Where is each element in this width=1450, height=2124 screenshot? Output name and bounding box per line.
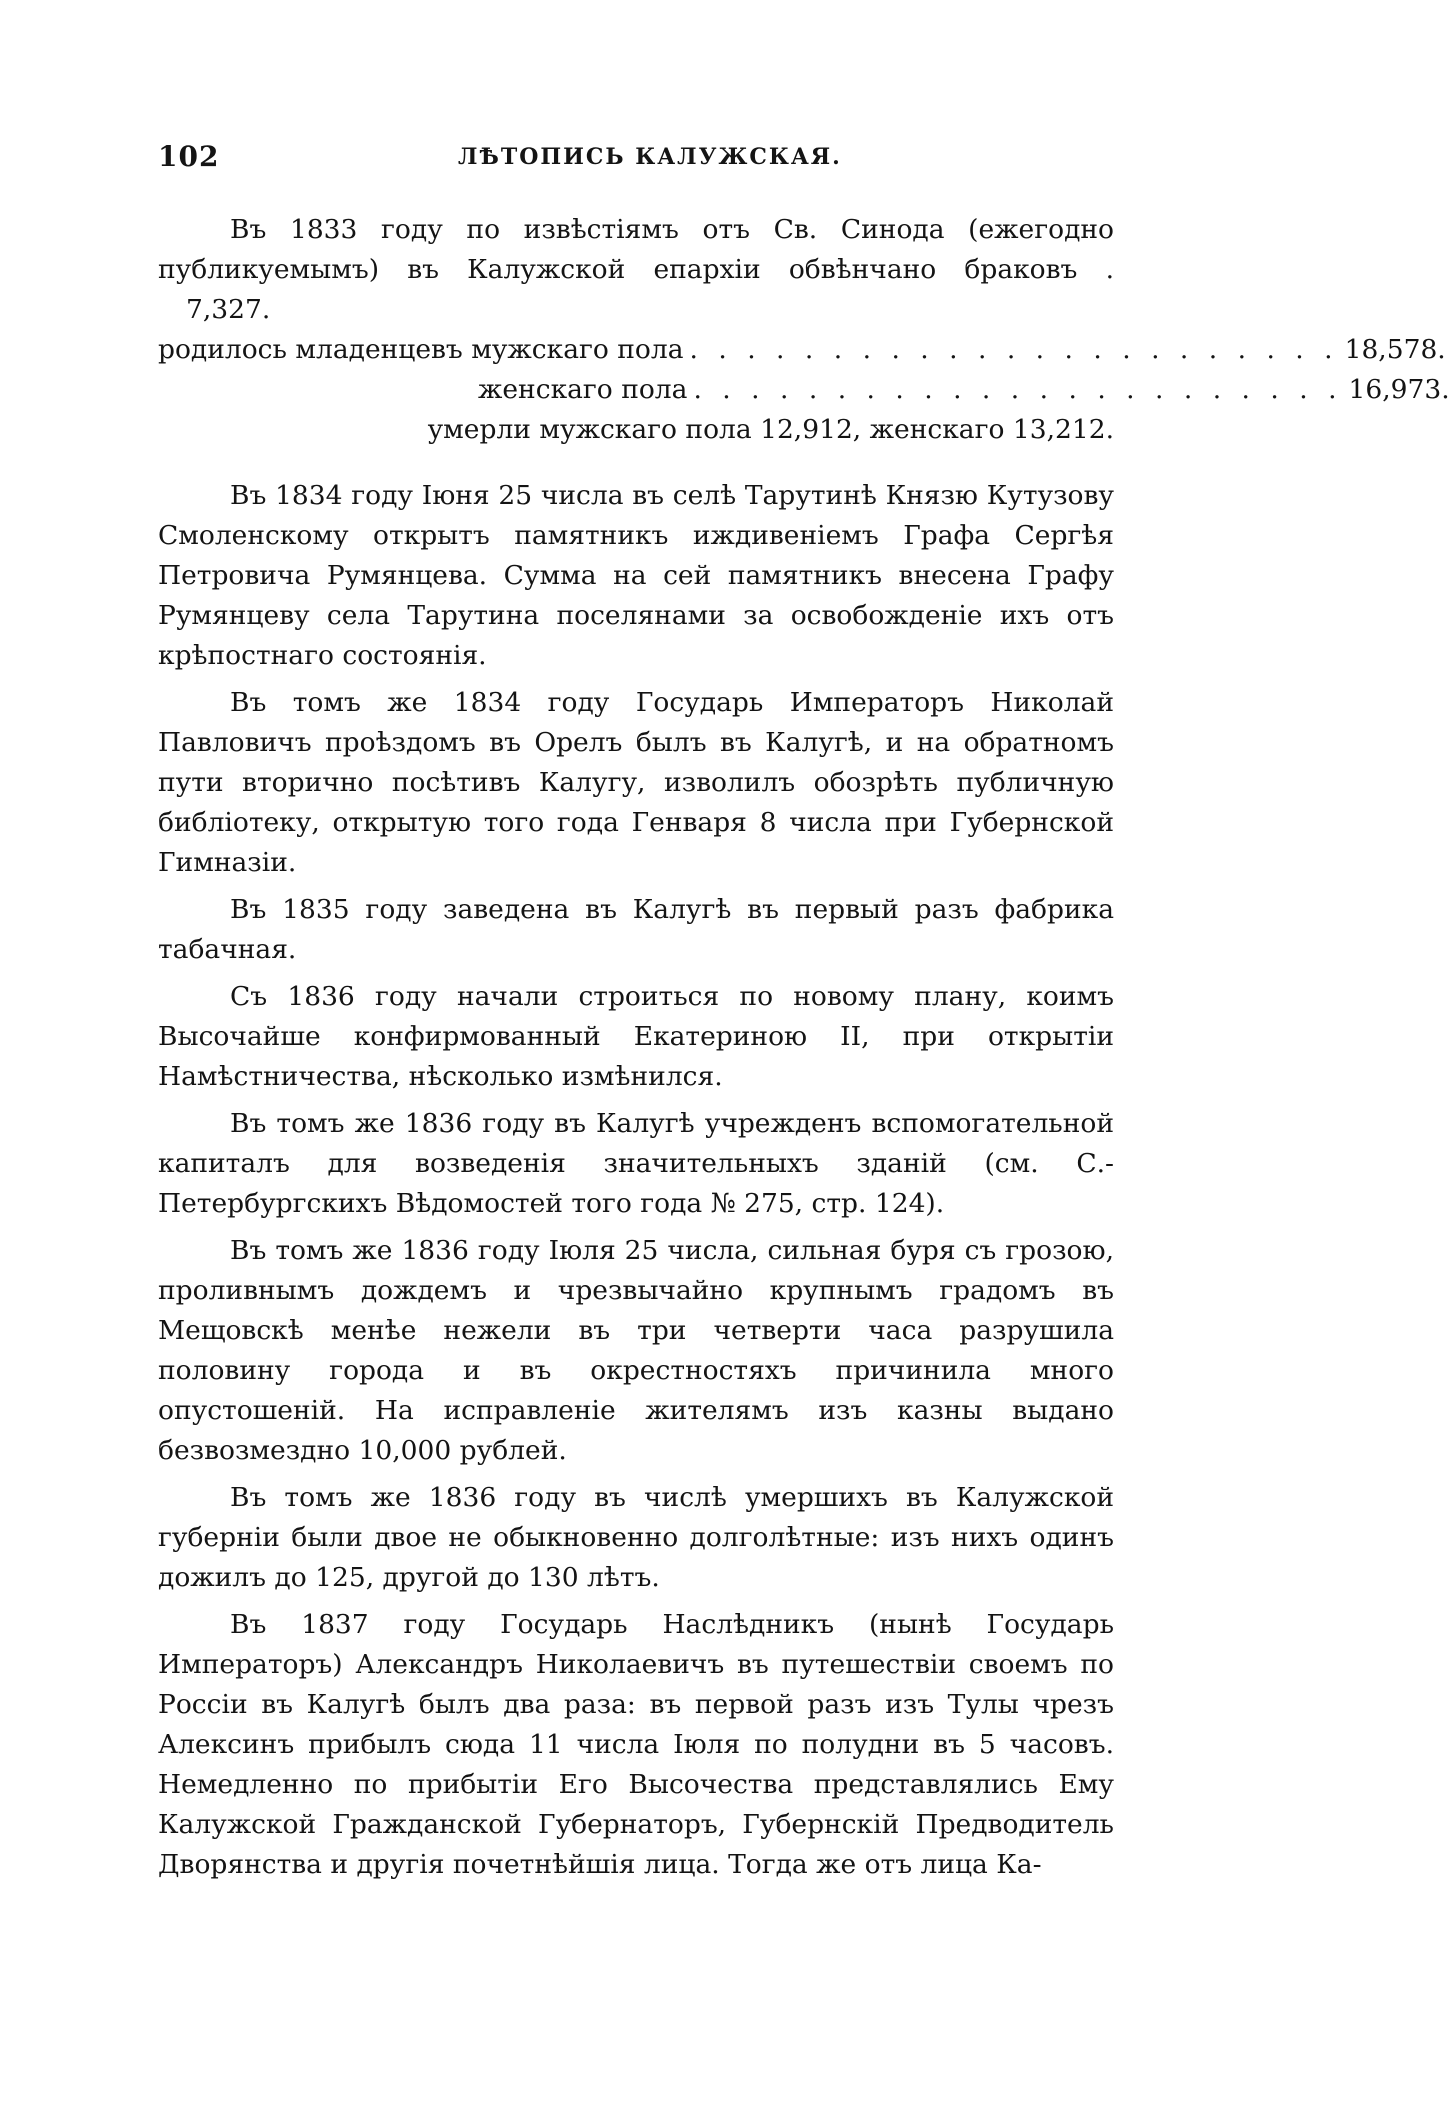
paragraph-1836-longevity: Въ томъ же 1836 году въ числѣ умершихъ въ Калужской губерніи были двое не обыкновенно долголѣтные: изъ нихъ одинъ дожилъ до 125, другой до 130 лѣтъ. — [158, 1482, 1114, 1593]
paragraph-1836-storm: Въ томъ же 1836 году Іюля 25 числа, сильная буря съ грозою, проливнымъ дождемъ и чрезвычайно крупнымъ градомъ въ Мещовскѣ менѣе нежели въ три четверти часа разрушила половину города и въ окрестностяхъ причинила много опустошеній. На исправленіе жителямъ изъ казны выдано безвозмездно 10,000 рублей. — [158, 1235, 1114, 1466]
dot-leader: . . . . . . . . . . . . . . . . . . . . . . . — [689, 334, 1339, 365]
page-body — [158, 210, 1450, 1892]
page-number: 102 — [158, 140, 220, 173]
stats-deaths — [158, 410, 1114, 450]
paragraph-1835-factory: Въ 1835 году заведена въ Калугѣ въ первый разъ фабрика табачная. — [158, 894, 1114, 965]
paragraph-1833-intro — [158, 210, 1114, 330]
births-male-value: 18,578. — [1344, 334, 1446, 365]
stats-1833-marriages: 7,327. — [186, 294, 271, 325]
births-female-label: женскаго пола — [478, 374, 688, 405]
page-header — [158, 140, 1114, 180]
stats-1833-intro: Въ 1833 году по извѣстіямъ отъ Св. Синода (ежегодно публикуемымъ) въ Калужской епархіи обвѣнчано браковъ . — [158, 214, 1114, 285]
paragraph-1836-capital: Въ томъ же 1836 году въ Калугѣ учрежденъ вспомогательной капиталъ для возведенія значительныхъ зданій (см. С.-Петербургскихъ Вѣдомостей того года № 275, стр. 124). — [158, 1108, 1114, 1219]
paragraph-1837-heir: Въ 1837 году Государь Наслѣдникъ (нынѣ Государь Императоръ) Александръ Николаевичъ въ путешествіи своемъ по Россіи въ Калугѣ былъ два раза: въ первой разъ изъ Тулы чрезъ Алексинъ прибылъ сюда 11 числа Іюля по полудни въ 5 часовъ. Немедленно по прибытіи Его Высочества представлялись Ему Калужской Гражданской Губернаторъ, Губернскій Предводитель Дворянства и другія почетнѣйшія лица. Тогда же отъ лица Ка- — [158, 1609, 1114, 1880]
running-title: ЛѢТОПИСЬ КАЛУЖСКАЯ. — [458, 144, 842, 170]
paragraph-1834-emperor: Въ томъ же 1834 году Государь Императоръ Николай Павловичъ проѣздомъ въ Орелъ былъ въ Калугѣ, и на обратномъ пути вторично посѣтивъ Калугу, изволилъ обозрѣть публичную библіотеку, открытую того года Генваря 8 числа при Губернской Гимназіи. — [158, 687, 1114, 878]
paragraph-1834-monument: Въ 1834 году Іюня 25 числа въ селѣ Тарутинѣ Князю Кутузову Смоленскому открытъ памятникъ иждивеніемъ Графа Сергѣя Петровича Румянцева. Сумма на сей памятникъ внесена Графу Румянцеву села Тарутина поселянами за освобожденіе ихъ отъ крѣпостнаго состоянія. — [158, 480, 1114, 671]
births-male-label: родилось младенцевъ мужскаго пола — [158, 334, 684, 365]
dot-leader: . . . . . . . . . . . . . . . . . . . . . . . — [693, 374, 1343, 405]
births-female-value: 16,973. — [1348, 374, 1450, 405]
deaths-text: умерли мужскаго пола 12,912, женскаго 13,212. — [427, 414, 1114, 445]
paragraph-1836-plan: Съ 1836 году начали строиться по новому плану, коимъ Высочайше конфирмованный Екатериною II, при открытіи Намѣстничества, нѣсколько измѣнился. — [158, 981, 1114, 1092]
stats-births-male — [158, 330, 1446, 370]
stats-births-female — [158, 370, 1450, 410]
